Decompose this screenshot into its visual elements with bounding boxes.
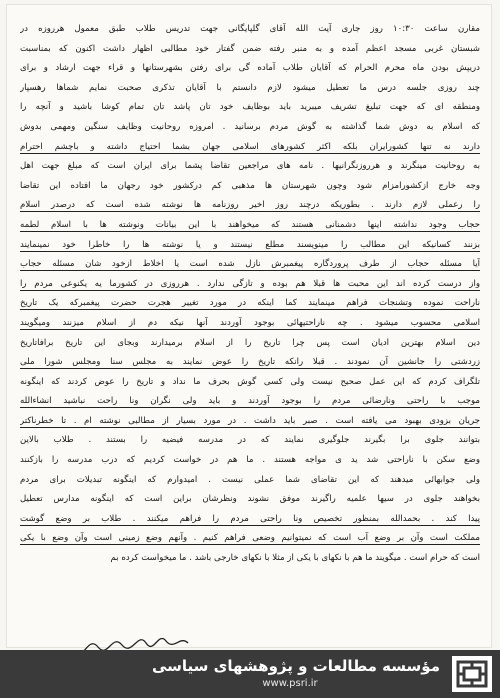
document-line-text: به روحانیت مینگرند و هرروزنگرانیها . نامه های مراجعین تقاضا پشما برای ایران است که مبلغ جهت اهل [20, 161, 480, 172]
document-line [20, 451, 480, 471]
document-line-text: شبستان غربی مسجد اعظم آمده و به منبر رفته ضمن گفتار خود مطالبی اظهار داشت اکنون که بمناسبت [20, 43, 480, 54]
document-line [20, 471, 480, 491]
document-line-text: حجاب وجود نداشته اینها دشمنانی هستند که میخواهند با این بیانات ونوشته ها با اسلام لطمه [20, 219, 480, 230]
document-line [20, 490, 480, 510]
document-line-text: دین اسلام بهترین ادیان است پس چرا تاریخ را از اسلام برمیدارند وبجای این تاریخ برافاتاریخ [20, 337, 480, 348]
document-line [20, 431, 480, 451]
document-line [20, 40, 480, 60]
document-line [20, 529, 480, 549]
document-line-text: زردشتی را جانشین آن نمودند . قبلا رانکه تاریخ را عوض نمایند به مجلس سنا ومجلس شورا ملی [20, 357, 480, 368]
document-body [20, 20, 480, 569]
document-line-text: موجب با راحتی ونارضائی مردم را بوجود آوردند و باید ولی نگران ونا راحت نباشید انشاءالله [20, 396, 480, 407]
document-line-text: چند روزی جلسه درس ما تعطیل میشود لازم دانستم با آقایان تذکری صحبت نمایم شماها رهسپار [20, 82, 480, 93]
document-line-text: جریان بزودی بهبود می یافته است . صبر باید داشت . در مورد بسیار از مطالبی نوشته ام . تا خطرناکتر [20, 415, 480, 426]
document-line-text: ومنطقه ای که جهت تبلیغ تشریف میبرید باید بوظایف خود تان پاشد تان تمام کوشا باشید و آنچه را [20, 102, 480, 113]
psri-logo-icon [452, 656, 492, 692]
document-line [20, 177, 480, 197]
document-line-text: وجه خارج ازکشورامزام شود وچون شهرستان ها مذهبی کم درکشور خود رجهان ما افتاده این تقاضا [20, 180, 480, 191]
document-line [20, 236, 480, 256]
document-line-text: تلگراف کردم که این عمل صحیح نیست ولی کسی گوش بحرف ما نداد و تاریخ را عوض کردند که اینگونه [20, 376, 480, 387]
document-line-text: مملکت است وآن بر وضع آب است که نمیتوانیم وضعی فراهم کنیم . وآنهم وضع زمینی است وآن وضع با یکی [20, 533, 480, 544]
document-line [20, 373, 480, 393]
document-line-text: بخواهند جلوی در سیها علمیه راگیرند موفق نشوند ونظرشان براین است که اینگونه مدارس تعطیل [20, 494, 480, 505]
document-line-text: پیدا کند . بحمدالله بمنظور تخصیص ونا راحتی مردم را فراهم میکنند . طلاب بر وضع گوشت [20, 513, 480, 524]
document-line [20, 118, 480, 138]
document-line [20, 255, 480, 275]
document-line [20, 196, 480, 216]
document-line-text: که اسلام به دوش شما گذاشته به گوش مردم برسانید . امروزه روحانیت وظایف سنگین ومهمی بدوش [20, 121, 480, 132]
document-line-text: مقارن ساعت ۱۰:۳۰ روز جاری آیت الله آقای گلپایگانی جهت تدریس طلاب طبق معمول هرروزه در [20, 24, 480, 34]
document-line-text: ناراحت نموده وتشنجات فراهم مینمایند کما اینکه در مورد تغییر هجرت حضرت پیغمبرکه یک تاریخ [20, 298, 480, 309]
document-line [20, 79, 480, 99]
document-line [20, 59, 480, 79]
document-line [20, 334, 480, 354]
document-line [20, 138, 480, 158]
document-line-text: بتوانند جلوی برا بگیرند جلوگیری نمایند که در مدرسه فیضیه را بستند . طلاب بالاین [20, 435, 480, 446]
document-line-text: آیا مسئله حجاب از طرف پروردگاره پیغمبرش نازل شده است یا اخلاط ازخود شان مسئله حجاب [20, 259, 480, 270]
document-line [20, 412, 480, 432]
footer-text [140, 656, 440, 692]
document-line-text: اسلامی محسوب میشود . چه ناراحتیهائی بوجود آوردند آنها نیکه دم از اسلام میزنند ومیگویند [20, 317, 480, 328]
footer-banner [0, 650, 500, 698]
website-url[interactable]: www.psri.ir [262, 678, 318, 689]
document-line-text: وضع سکن با ناراحتی شد ید ی مواجه هستند . ما هم در خواست کردیم که درب مدرسه را بازکنند [20, 455, 480, 466]
document-line [20, 98, 480, 118]
document-line [20, 216, 480, 236]
document-line-text: ولی جوابهائی میدهند که این تقاضای شما عملی نیست . امیدوارم که اینگونه تبدیلات برای مردم [20, 474, 480, 485]
document-line [20, 353, 480, 373]
document-line-text: دارند نه تنها کشورایران بلکه اکثر کشورهای اسلامی جهان بشما احتیاج داشته و باچشم احترام [20, 141, 480, 152]
document-line [20, 510, 480, 530]
document-line [20, 20, 480, 40]
document-line [20, 294, 480, 314]
document-line-text: واز درست کرده اند این محبت ها قبلا هم بوده و تازگی ندارد . هرروزی در کشورما یه یکنوعی مردم را [20, 278, 480, 289]
document-line [20, 314, 480, 334]
document-line [20, 157, 480, 177]
document-line [20, 392, 480, 412]
document-line-text: بزنند کسانیکه این مطالب را مینویسند مطلع نیستند و یا نوشته ها را خاطرا خود نمینمایند [20, 239, 480, 250]
document-line-text: را رعملی لازم دارند . بطوریکه درچند روز اخیر روزنامه ها نوشته شده است که درصدر اسلام [20, 200, 480, 211]
document-line-text: است که حرام است . میگویند ما هم با نکهای با یکی از مثلا با نکهای خارجی باشد . ما میخواست کرده بم [110, 553, 480, 564]
institute-title: مؤسسه مطالعات و پژوهشهای سیاسی [151, 657, 440, 675]
document-line [20, 549, 480, 569]
document-line [20, 275, 480, 295]
document-line-text: دریپش بودن ماه محرم الحرام که آقایان طلاب آماده گی برای رفتن بشهرستانها و قراء جهت ارشاد و برای [20, 63, 480, 74]
